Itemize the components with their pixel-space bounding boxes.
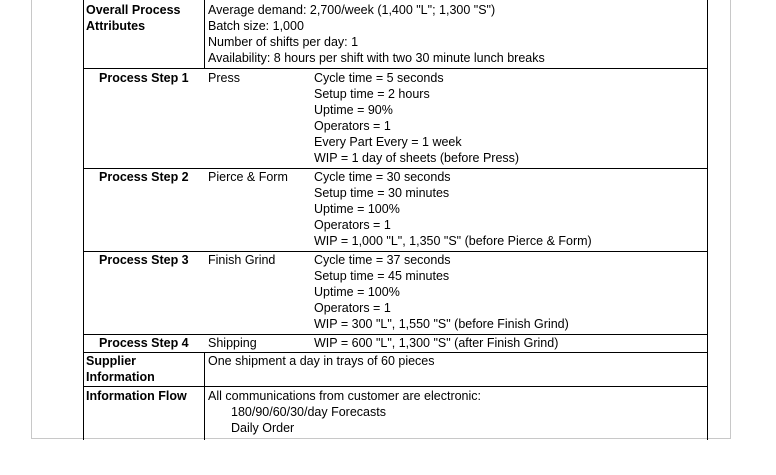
step-4-wip: WIP = 600 "L", 1,300 "S" (after Finish Grind) <box>314 336 559 350</box>
process-step-2-row <box>84 169 707 252</box>
overall-label-line2: Attributes <box>86 19 146 33</box>
step-3-wip: WIP = 300 "L", 1,550 "S" (before Finish Grind) <box>314 317 569 331</box>
process-attributes-table <box>83 0 708 440</box>
information-flow-row <box>84 387 707 440</box>
supplier-information-row <box>84 353 707 387</box>
supplier-label-line2: Information <box>86 370 155 384</box>
process-step-1-name: Press <box>208 71 240 85</box>
overall-label-cell <box>84 0 205 68</box>
step-1-uptime: Uptime = 90% <box>314 103 393 117</box>
process-step-3-row <box>84 252 707 335</box>
forecasts-item: 180/90/60/30/day Forecasts <box>231 405 386 419</box>
process-step-4-name: Shipping <box>208 336 257 350</box>
overall-label-line1: Overall Process <box>86 3 181 17</box>
availability: Availability: 8 hours per shift with two 30 minute lunch breaks <box>208 51 545 65</box>
daily-order-item: Daily Order <box>231 421 295 435</box>
step-3-setup-time: Setup time = 45 minutes <box>314 269 450 283</box>
process-step-2-label: Process Step 2 <box>99 170 189 184</box>
step-2-operators: Operators = 1 <box>314 218 391 232</box>
information-flow-text: All communications from customer are electronic: <box>208 389 482 403</box>
process-step-2-name: Pierce & Form <box>208 170 288 184</box>
shifts-per-day: Number of shifts per day: 1 <box>208 35 359 49</box>
step-3-operators: Operators = 1 <box>314 301 391 315</box>
step-1-wip: WIP = 1 day of sheets (before Press) <box>314 151 520 165</box>
overall-process-row <box>84 0 707 69</box>
information-flow-label-cell <box>84 387 205 440</box>
supplier-label-cell <box>84 353 205 386</box>
average-demand: Average demand: 2,700/week (1,400 "L"; 1,300 "S") <box>208 3 496 17</box>
step-2-cycle-time: Cycle time = 30 seconds <box>314 170 451 184</box>
step-1-operators: Operators = 1 <box>314 119 391 133</box>
batch-size: Batch size: 1,000 <box>208 19 304 33</box>
step-1-setup-time: Setup time = 2 hours <box>314 87 430 101</box>
step-1-epe: Every Part Every = 1 week <box>314 135 462 149</box>
process-step-1-label: Process Step 1 <box>99 71 189 85</box>
supplier-shipment-text: One shipment a day in trays of 60 pieces <box>208 354 435 368</box>
step-3-cycle-time: Cycle time = 37 seconds <box>314 253 451 267</box>
process-step-4-label: Process Step 4 <box>99 336 189 350</box>
step-2-uptime: Uptime = 100% <box>314 202 400 216</box>
step-2-setup-time: Setup time = 30 minutes <box>314 186 450 200</box>
step-1-cycle-time: Cycle time = 5 seconds <box>314 71 444 85</box>
supplier-label-line1: Supplier <box>86 354 137 368</box>
information-flow-label: Information Flow <box>86 389 187 403</box>
step-2-wip: WIP = 1,000 "L", 1,350 "S" (before Pierce & Form) <box>314 234 592 248</box>
process-step-1-row <box>84 69 707 169</box>
step-3-uptime: Uptime = 100% <box>314 285 400 299</box>
process-step-3-label: Process Step 3 <box>99 253 189 267</box>
process-step-3-name: Finish Grind <box>208 253 276 267</box>
process-step-4-row <box>84 335 707 353</box>
